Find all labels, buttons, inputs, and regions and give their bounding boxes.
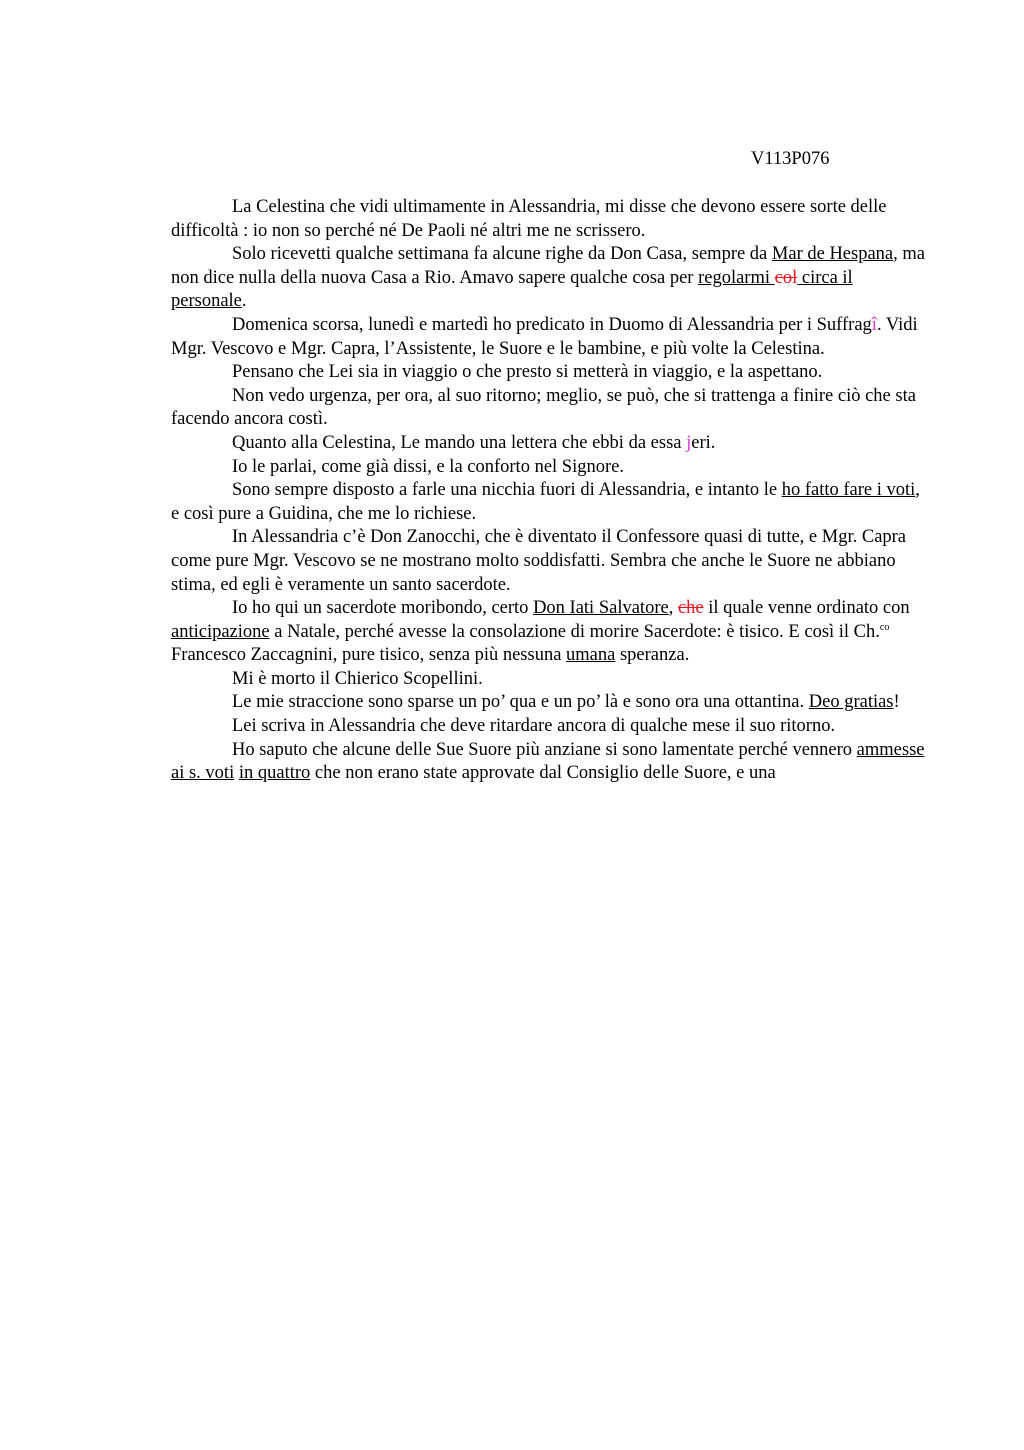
- paragraph-2: [171, 243, 931, 314]
- paragraph-4: [171, 361, 931, 385]
- paragraph-10: [171, 597, 931, 668]
- paragraph-5: [171, 385, 931, 432]
- inserted-text: î: [871, 314, 877, 335]
- paragraph-3: [171, 314, 931, 361]
- text-run: In Alessandria c’è Don Zanocchi, che è diventato il Confessore quasi di tutte, e Mgr. Capra come pure Mgr. Vescovo se ne mostrano molto soddisfatti. Sembra che anche le Suore ne abbiano stima, ed egli è veramente un santo sacerdote.: [171, 527, 907, 595]
- page-code: V113P076: [751, 149, 830, 169]
- text-run: Le mie straccione sono sparse un po’ qua e un po’ là e sono ora una ottantina.: [232, 692, 809, 713]
- inserted-text: j: [686, 432, 692, 453]
- text-run: . Vidi Mgr. Vescovo e Mgr. Capra, l’Assistente, le Suore e le bambine, e più volte la Celestina.: [171, 314, 918, 359]
- text-run: Ho saputo che alcune delle Sue Suore più anziane si sono lamentate perché vennero: [232, 739, 857, 760]
- underlined-text: in quattro: [238, 763, 311, 784]
- text-run: Non vedo urgenza, per ora, al suo ritorno; meglio, se può, che si trattenga a finire ciò che sta facendo ancora costì.: [171, 385, 916, 430]
- text-run: , ma non dice nulla della nuova Casa a Rio. Amavo sapere qualche cosa per: [171, 244, 925, 288]
- text-run: Francesco Zaccagnini, pure tisico, senza più nessuna: [171, 645, 567, 666]
- text-run: speranza.: [615, 645, 690, 666]
- text-run: .: [241, 291, 247, 312]
- text-run: che non erano state approvate dal Consiglio delle Suore, e una: [310, 763, 776, 784]
- text-run: Pensano che Lei sia in viaggio o che presto si metterà in viaggio, e la aspettano.: [232, 362, 823, 383]
- text-run: Quanto alla Celestina, Le mando una lettera che ebbi da essa: [232, 432, 687, 453]
- underlined-text: anticipazione: [171, 621, 270, 642]
- paragraph-14: [171, 739, 931, 786]
- text-run: Io ho qui un sacerdote moribondo, certo: [232, 598, 534, 619]
- letter-body: [171, 196, 931, 786]
- underlined-text: Mar de Hespana: [771, 244, 894, 265]
- paragraph-11: [171, 668, 931, 692]
- text-run: Lei scriva in Alessandria che deve ritardare ancora di qualche mese il suo ritorno.: [232, 716, 836, 737]
- underlined-text: ammesse ai s. voti: [171, 739, 925, 784]
- underlined-text: circa il personale: [171, 267, 853, 312]
- text-run: Io le parlai, come già dissi, e la conforto nel Signore.: [232, 456, 624, 477]
- paragraph-7: [171, 456, 931, 480]
- paragraph-6: [171, 432, 931, 456]
- underlined-text: Don Iati Salvatore: [533, 598, 669, 619]
- text-run: il quale venne ordinato con: [703, 598, 910, 619]
- text-run: eri.: [691, 432, 716, 453]
- text-run: a Natale, perché avesse la consolazione di morire Sacerdote: è tisico. E così il Ch.: [269, 621, 880, 642]
- paragraph-9: [171, 526, 931, 597]
- paragraph-13: [171, 715, 931, 739]
- text-run: Domenica scorsa, lunedì e martedì ho predicato in Duomo di Alessandria per i Suffrag: [232, 314, 872, 335]
- text-run: Mi è morto il Chierico Scopellini.: [232, 668, 483, 689]
- underlined-text: regolarmi: [698, 267, 775, 288]
- underlined-text: ho fatto fare i voti: [781, 480, 916, 501]
- text-run: , e così pure a Guidina, che me lo richiese.: [171, 480, 920, 524]
- text-run: Sono sempre disposto a farle una nicchia fuori di Alessandria, e intanto le: [232, 480, 782, 501]
- superscript-text: co: [879, 621, 890, 633]
- deleted-text: che: [677, 598, 704, 619]
- text-run: ,: [668, 598, 678, 619]
- text-run: Solo ricevetti qualche settimana fa alcune righe da Don Casa, sempre da: [232, 244, 772, 265]
- underlined-text: Deo gratias: [808, 692, 894, 713]
- paragraph-12: [171, 691, 931, 715]
- text-run: !: [893, 692, 900, 713]
- text-run: La Celestina che vidi ultimamente in Alessandria, mi disse che devono essere sorte delle difficoltà : io non so perché né De Paoli né altri me ne scrissero.: [171, 197, 887, 241]
- paragraph-8: [171, 479, 931, 526]
- deleted-text: col: [774, 267, 798, 288]
- paragraph-1: [171, 196, 931, 243]
- underlined-text: umana: [566, 645, 616, 666]
